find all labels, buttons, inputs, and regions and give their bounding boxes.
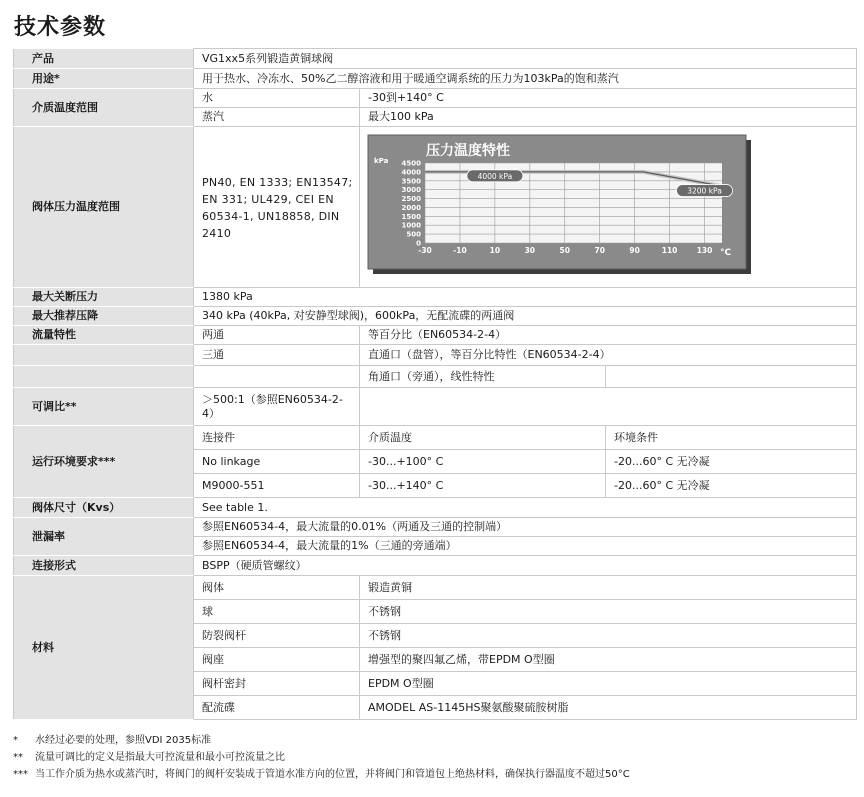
y-tick-label: 2000	[401, 203, 421, 212]
material-value: AMODEL AS-1145HS聚氨酸聚硫胺树脂	[360, 696, 857, 720]
x-tick-label: 110	[661, 246, 678, 255]
flow-two-way-value: 等百分比（EN60534-2-4）	[360, 326, 857, 345]
y-tick-label: 500	[406, 230, 421, 239]
footnote	[13, 766, 630, 783]
materials-label: 材料	[14, 576, 194, 720]
y-tick-label: 4500	[401, 159, 421, 168]
material-part: 防裂阀杆	[194, 624, 360, 648]
y-tick-label: 4000	[401, 168, 421, 177]
medium-temp-label: 介质温度范围	[14, 89, 194, 127]
max-close-label: 最大关断压力	[14, 288, 194, 307]
footnote-mark: *	[13, 735, 18, 746]
pt-chart-cell	[360, 127, 857, 288]
material-part: 阀座	[194, 648, 360, 672]
material-value: EPDM O型圈	[360, 672, 857, 696]
rangeability-value: ＞500:1（参照EN60534-2-4）	[194, 388, 360, 426]
body-pt-label: 阀体压力温度范围	[14, 127, 194, 288]
env-connector: No linkage	[194, 450, 360, 474]
blank-cell	[606, 366, 857, 388]
table-row	[14, 127, 857, 288]
flow-label: 流量特性	[14, 326, 194, 345]
spec-table	[13, 48, 857, 720]
flow-bypass-value: 角通口（旁通），线性特性	[360, 366, 606, 388]
blank-label-cell	[14, 366, 194, 388]
table-row	[14, 326, 857, 345]
max-rec-value: 340 kPa (40kPa, 对安静型球阀)，600kPa，无配流碟的两通阀	[194, 307, 857, 326]
footnote-mark: **	[13, 752, 23, 763]
chart-xlabel: °C	[720, 248, 732, 258]
rangeability-label: 可调比**	[14, 388, 194, 426]
medium-water-value: -30到+140° C	[360, 89, 857, 108]
table-row	[14, 576, 857, 600]
env-ambient: -20...60° C 无冷凝	[606, 474, 857, 498]
blank-cell	[360, 388, 857, 426]
table-row	[14, 89, 857, 108]
table-row	[14, 518, 857, 537]
footnote	[13, 749, 630, 766]
x-tick-label: 130	[696, 246, 713, 255]
medium-steam: 蒸汽	[194, 108, 360, 127]
x-tick-label: 10	[489, 246, 501, 255]
material-value: 不锈钢	[360, 624, 857, 648]
footnote	[13, 732, 630, 749]
blank-label-cell	[14, 345, 194, 366]
environment-label: 运行环境要求***	[14, 426, 194, 498]
size-label: 阀体尺寸（Kvs）	[14, 498, 194, 518]
connection-label: 连接形式	[14, 556, 194, 576]
annotation-label: 3200 kPa	[687, 186, 722, 196]
usage-value: 用于热水、冷冻水、50%乙二醇溶液和用于暖通空调系统的压力为103kPa的饱和蒸汽	[194, 69, 857, 89]
x-tick-label: 30	[524, 246, 536, 255]
table-row	[14, 388, 857, 426]
env-ambient: -20...60° C 无冷凝	[606, 450, 857, 474]
page-title: 技术参数	[14, 15, 107, 40]
table-row	[14, 556, 857, 576]
material-part: 阀杆密封	[194, 672, 360, 696]
table-row	[14, 498, 857, 518]
usage-label: 用途*	[14, 69, 194, 89]
y-tick-label: 3500	[401, 177, 421, 186]
flow-three-way-value: 直通口（盘管），等百分比特性（EN60534-2-4）	[360, 345, 857, 366]
body-pt-standards: PN40, EN 1333; EN13547; EN 331; UL429, CEI EN 60534-1, UN18858, DIN 2410	[194, 127, 360, 288]
y-tick-label: 0	[416, 239, 421, 248]
chart-title: 压力温度特性	[426, 143, 510, 159]
y-tick-label: 1000	[401, 221, 421, 230]
material-part: 阀体	[194, 576, 360, 600]
table-row	[14, 307, 857, 326]
x-tick-label: 90	[629, 246, 640, 255]
x-tick-label: -10	[453, 246, 467, 255]
table-row	[14, 366, 857, 388]
table-row	[14, 288, 857, 307]
size-value: See table 1.	[194, 498, 857, 518]
material-value: 不锈钢	[360, 600, 857, 624]
table-row	[14, 345, 857, 366]
material-part: 球	[194, 600, 360, 624]
env-header-medium-temp: 介质温度	[360, 426, 606, 450]
flow-three-way: 三通	[194, 345, 360, 366]
footnote-mark: ***	[13, 769, 28, 780]
env-header-connector: 连接件	[194, 426, 360, 450]
leakage-value-2: 参照EN60534-4，最大流量的1%（三通的旁通端）	[194, 537, 857, 556]
medium-steam-value: 最大100 kPa	[360, 108, 857, 127]
material-part: 配流碟	[194, 696, 360, 720]
product-label: 产品	[14, 49, 194, 69]
max-rec-label: 最大推荐压降	[14, 307, 194, 326]
footnotes	[13, 732, 630, 783]
table-row	[14, 49, 857, 69]
x-tick-label: 70	[594, 246, 605, 255]
footnote-text: 流量可调比的定义是指最大可控流量和最小可控流量之比	[35, 752, 285, 763]
material-value: 增强型的聚四氟乙烯，带EPDM O型圈	[360, 648, 857, 672]
table-row	[14, 69, 857, 89]
env-header-ambient: 环境条件	[606, 426, 857, 450]
x-tick-label: -30	[418, 246, 432, 255]
footnote-text: 当工作介质为热水或蒸汽时，将阀门的阀杆安装成于管道水准方向的位置，并将阀门和管道包上绝热材料，确保执行器温度不超过50°C	[35, 769, 630, 780]
env-connector: M9000-551	[194, 474, 360, 498]
leakage-label: 泄漏率	[14, 518, 194, 556]
footnote-text: 水经过必要的处理，参照VDI 2035标准	[35, 735, 212, 746]
product-value: VG1xx5系列锻造黄铜球阀	[194, 49, 857, 69]
env-medium-temp: -30...+140° C	[360, 474, 606, 498]
max-close-value: 1380 kPa	[194, 288, 857, 307]
pressure-temperature-chart	[360, 127, 855, 283]
blank-cell	[194, 366, 360, 388]
table-row	[14, 426, 857, 450]
chart-ylabel: kPa	[374, 157, 389, 165]
flow-two-way: 两通	[194, 326, 360, 345]
material-value: 锻造黄铜	[360, 576, 857, 600]
y-tick-label: 2500	[401, 195, 421, 204]
connection-value: BSPP（硬质管螺纹）	[194, 556, 857, 576]
annotation-label: 4000 kPa	[477, 171, 513, 181]
y-tick-label: 1500	[401, 212, 421, 221]
medium-water: 水	[194, 89, 360, 108]
x-tick-label: 50	[559, 246, 570, 255]
env-medium-temp: -30...+100° C	[360, 450, 606, 474]
y-tick-label: 3000	[401, 186, 421, 195]
leakage-value-1: 参照EN60534-4，最大流量的0.01%（两通及三通的控制端）	[194, 518, 857, 537]
